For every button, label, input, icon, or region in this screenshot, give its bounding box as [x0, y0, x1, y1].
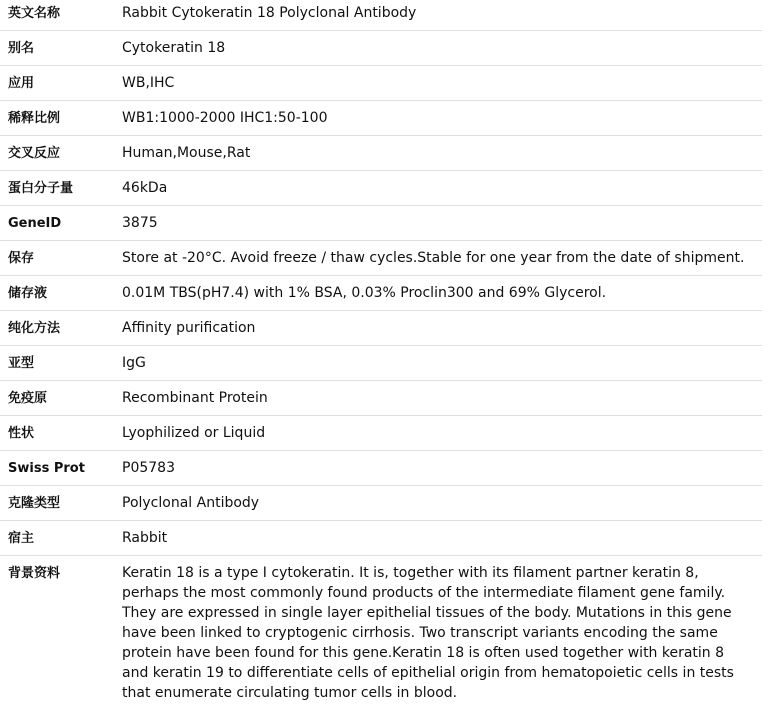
- row-host: [0, 521, 762, 556]
- row-label: GeneID: [8, 215, 62, 231]
- row-dilution: [0, 101, 762, 136]
- row-label: 蛋白分子量: [8, 180, 74, 196]
- row-value: Rabbit Cytokeratin 18 Polyclonal Antibody: [122, 5, 417, 21]
- row-label: 英文名称: [8, 5, 61, 21]
- row-purification: [0, 311, 762, 346]
- row-storage-buffer: [0, 276, 762, 311]
- row-label: 稀释比例: [8, 110, 61, 126]
- row-label: 克隆类型: [8, 495, 61, 511]
- row-label: 别名: [8, 40, 35, 56]
- row-clonality: [0, 486, 762, 521]
- row-label: Swiss Prot: [8, 460, 85, 476]
- row-molecular-weight: [0, 171, 762, 206]
- row-value: IgG: [122, 355, 146, 371]
- row-value: WB1:1000-2000 IHC1:50-100: [122, 110, 328, 126]
- row-gene-id: [0, 206, 762, 241]
- row-label: 纯化方法: [8, 320, 61, 336]
- row-value: Human,Mouse,Rat: [122, 145, 251, 161]
- row-value: P05783: [122, 460, 175, 476]
- row-value: WB,IHC: [122, 75, 175, 91]
- row-value: Keratin 18 is a type I cytokeratin. It is, together with its filament partner keratin 8, perhaps the most commonly found products of the intermediate filament gene family. They are expressed in single layer epithelial tissues of the body. Mutations in this gene have been linked to cryptogenic cirrhosis. Two transcript variants encoding the same protein have been found for this gene.Keratin 18 is often used together with keratin 8 and keratin 19 to differentiate cells of epithelial origin from hematopoietic cells in tests that enumerate circulating tumor cells in blood.: [122, 565, 734, 701]
- row-english-name: [0, 0, 762, 31]
- row-application: [0, 66, 762, 101]
- row-background: [0, 556, 762, 711]
- row-label: 应用: [8, 75, 35, 91]
- row-label: 亚型: [8, 355, 35, 371]
- row-label: 储存液: [8, 285, 48, 301]
- row-label: 保存: [8, 250, 35, 266]
- row-form: [0, 416, 762, 451]
- row-alias: [0, 31, 762, 66]
- row-value: Rabbit: [122, 530, 168, 546]
- row-swiss-prot: [0, 451, 762, 486]
- row-value: Recombinant Protein: [122, 390, 268, 406]
- row-cross-reactivity: [0, 136, 762, 171]
- row-immunogen: [0, 381, 762, 416]
- row-label: 背景资料: [8, 566, 61, 581]
- row-value: 3875: [122, 215, 158, 231]
- row-value: Cytokeratin 18: [122, 40, 226, 56]
- row-value: Store at -20°C. Avoid freeze / thaw cycles.Stable for one year from the date of shipment.: [122, 250, 745, 266]
- row-storage: [0, 241, 762, 276]
- row-label: 免疫原: [8, 390, 48, 406]
- row-isotype: [0, 346, 762, 381]
- row-label: 交叉反应: [8, 145, 61, 161]
- row-label: 性状: [8, 425, 35, 441]
- row-value: 46kDa: [122, 180, 168, 196]
- row-label: 宿主: [8, 530, 35, 546]
- row-value: 0.01M TBS(pH7.4) with 1% BSA, 0.03% Proclin300 and 69% Glycerol.: [122, 285, 607, 301]
- row-value: Affinity purification: [122, 320, 256, 336]
- row-value: Polyclonal Antibody: [122, 495, 260, 511]
- row-value: Lyophilized or Liquid: [122, 425, 266, 441]
